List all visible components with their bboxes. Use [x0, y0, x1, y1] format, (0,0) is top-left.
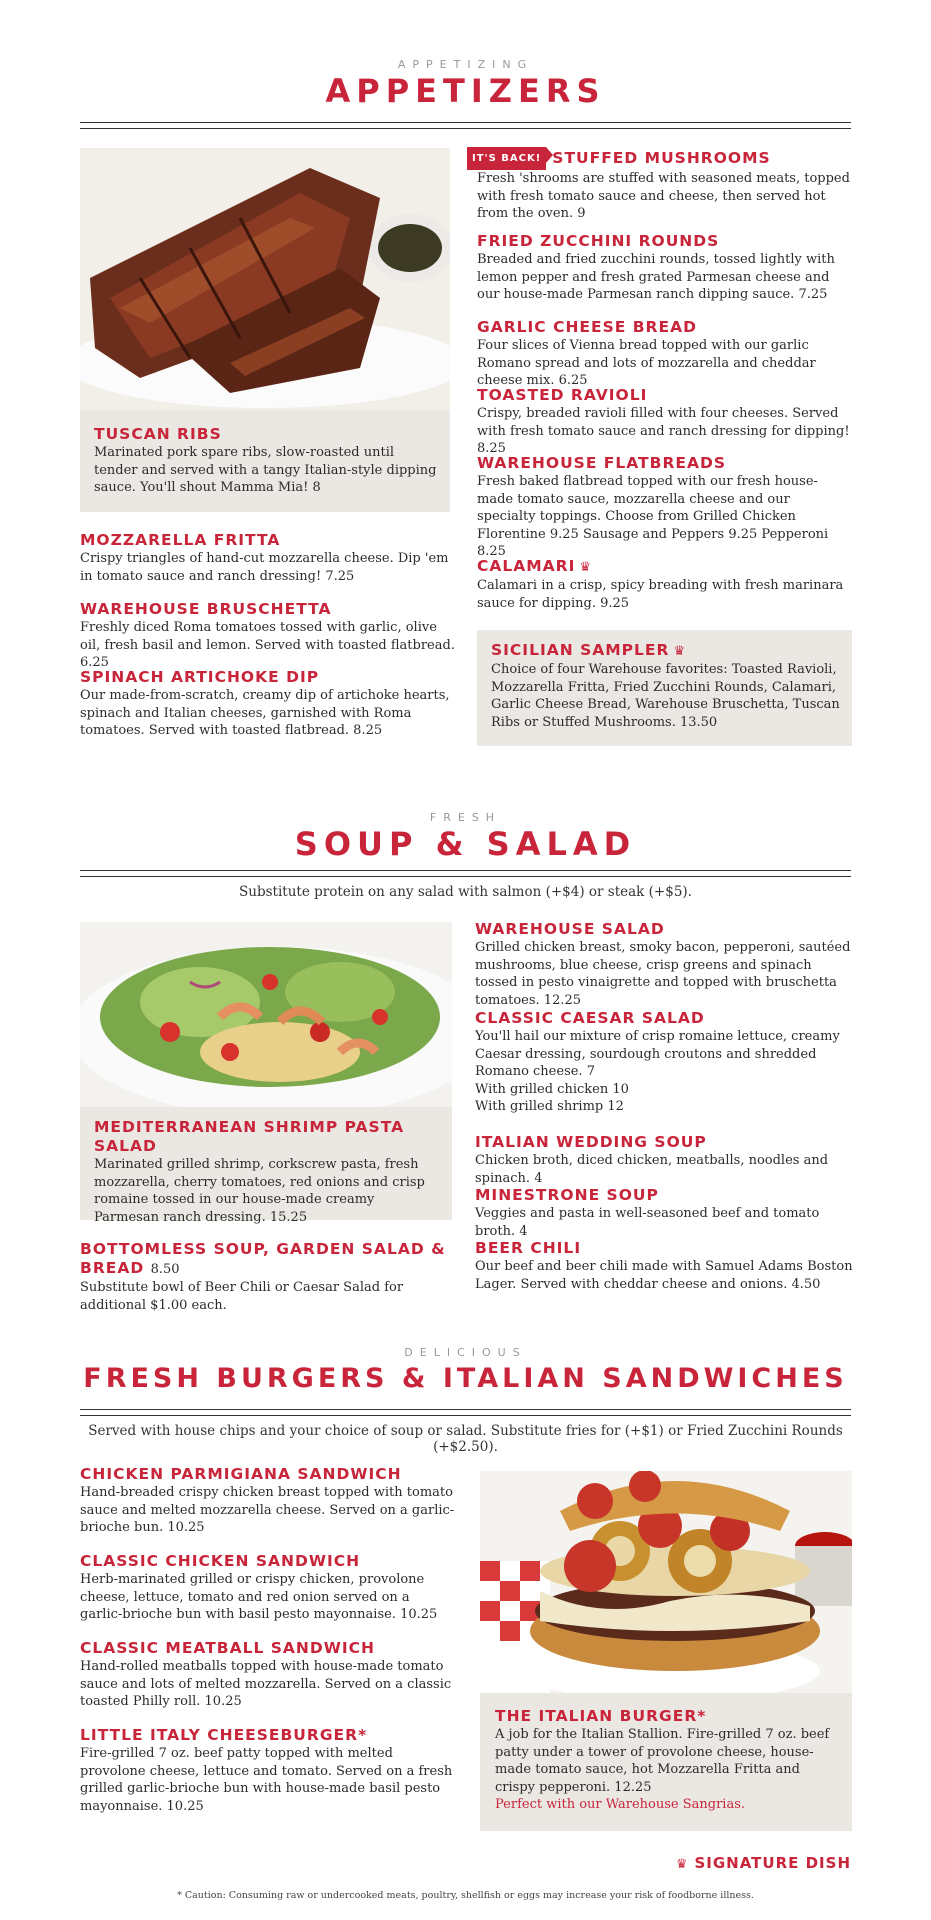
- item-desc: Calamari in a crisp, spicy breading with fresh marinara sauce for dipping. 9.25: [477, 578, 844, 611]
- item-desc: Veggies and pasta in well-seasoned beef and tomato broth. 4: [475, 1206, 820, 1239]
- soup-salad-title: SOUP & SALAD: [294, 825, 637, 863]
- item-name: MOZZARELLA FRITTA: [80, 531, 281, 549]
- mozzarella-fritta-item: [80, 531, 455, 585]
- soup-salad-divider: [80, 870, 851, 877]
- item-desc: Four slices of Vienna bread topped with our garlic Romano spread and lots of mozzarella and cheddar cheese mix. 6.25: [477, 338, 816, 388]
- soup-salad-header: [80, 811, 851, 862]
- signature-dish-legend: [672, 1854, 851, 1872]
- spinach-artichoke-dip-item: [80, 668, 455, 740]
- item-desc: You'll hail our mixture of crisp romaine lettuce, creamy Caesar dressing, sourdough croutons and shredded Romano cheese. 7: [475, 1029, 840, 1079]
- item-desc: Fire-grilled 7 oz. beef patty topped with melted provolone cheese, lettuce and tomato. Served on a fresh grilled garlic-brioche bun with house-made basil pesto mayonnaise. 10.25: [80, 1746, 453, 1814]
- item-desc: Substitute bowl of Beer Chili or Caesar Salad for additional $1.00 each.: [80, 1280, 404, 1313]
- fried-zucchini-rounds-item: [477, 232, 852, 304]
- calamari-name: CALAMARI: [477, 557, 576, 575]
- item-desc: Herb-marinated grilled or crispy chicken, provolone cheese, lettuce, tomato and red onion served on a garlic-brioche bun with basil pesto mayonnaise. 10.25: [80, 1572, 438, 1622]
- item-name: FRIED ZUCCHINI ROUNDS: [477, 232, 720, 250]
- calamari-item: [477, 557, 852, 612]
- soup-salad-eyebrow: FRESH: [429, 811, 502, 824]
- tuscan-ribs-name: TUSCAN RIBS: [94, 425, 222, 443]
- item-name: [491, 641, 841, 661]
- item-desc: Fresh 'shrooms are stuffed with seasoned meats, topped with fresh tomato sauce and cheese, then served hot from the oven. 9: [477, 171, 850, 221]
- italian-burger-photo: [480, 1471, 852, 1693]
- item-name: THE ITALIAN BURGER*: [495, 1707, 707, 1725]
- chicken-parmigiana-item: [80, 1465, 455, 1537]
- item-name: MEDITERRANEAN SHRIMP PASTA SALAD: [94, 1118, 405, 1155]
- appetizers-header: [80, 58, 851, 109]
- item-desc: Hand-breaded crispy chicken breast topped with tomato sauce and melted mozzarella cheese. Served on a garlic-brioche bun. 10.25: [80, 1485, 455, 1535]
- tuscan-ribs-desc: Marinated pork spare ribs, slow-roasted until tender and served with a tangy Italian-style dipping sauce. You'll shout Mamma Mia! 8: [94, 445, 437, 495]
- classic-chicken-sandwich-item: [80, 1552, 455, 1624]
- item-name: CLASSIC MEATBALL SANDWICH: [80, 1639, 375, 1657]
- item-desc: Marinated grilled shrimp, corkscrew pasta, fresh mozzarella, cherry tomatoes, red onions and crisp romaine tossed in our house-made creamy Parmesan ranch dressing. 15.25: [94, 1157, 425, 1225]
- item-name: CLASSIC CHICKEN SANDWICH: [80, 1552, 361, 1570]
- item-desc: Our made-from-scratch, creamy dip of artichoke hearts, spinach and Italian cheeses, garnished with Roma tomatoes. Served with toasted flatbread. 8.25: [80, 688, 450, 738]
- tuscan-ribs-photo: [80, 148, 450, 410]
- burgers-divider: [80, 1409, 851, 1416]
- item-desc: A job for the Italian Stallion. Fire-grilled 7 oz. beef patty under a tower of provolone cheese, house-made tomato sauce, hot Mozzarella Fritta and crispy pepperoni. 12.25: [495, 1727, 830, 1795]
- warehouse-flatbreads-item: [477, 454, 852, 561]
- item-name: MINESTRONE SOUP: [475, 1186, 659, 1204]
- classic-meatball-sandwich-item: [80, 1639, 455, 1711]
- toasted-ravioli-item: [477, 386, 852, 458]
- italian-burger-item: [495, 1707, 840, 1814]
- warehouse-bruschetta-item: [80, 600, 455, 672]
- item-name: WAREHOUSE FLATBREADS: [477, 454, 726, 472]
- sicilian-sampler-item: [491, 641, 841, 731]
- bottomless-price: 8.50: [150, 1262, 180, 1277]
- little-italy-cheeseburger-item: [80, 1726, 460, 1815]
- warehouse-salad-item: [475, 920, 853, 1009]
- item-desc: Fresh baked flatbread topped with our fresh house-made tomato sauce, mozzarella cheese and our specialty toppings. Choose from Grilled Chicken Florentine 9.25 Sausage and Peppers 9.25 Pepperoni 8.25: [477, 474, 829, 559]
- item-desc: Breaded and fried zucchini rounds, tossed lightly with lemon pepper and fresh grated Parmesan cheese and our house-made Parmesan ranch dipping sauce. 7.25: [477, 252, 835, 302]
- caesar-shrimp-option: With grilled shrimp 12: [475, 1099, 624, 1114]
- item-name: WAREHOUSE SALAD: [475, 920, 665, 938]
- caesar-salad-item: [475, 1009, 853, 1116]
- item-name: BEER CHILI: [475, 1239, 582, 1257]
- beer-chili-item: [475, 1239, 853, 1293]
- signature-dish-label: SIGNATURE DISH: [694, 1854, 851, 1872]
- sicilian-sampler-name: SICILIAN SAMPLER: [491, 641, 670, 659]
- burgers-header: [80, 1346, 851, 1397]
- crown-icon: ♛: [579, 560, 593, 575]
- burgers-eyebrow: DELICIOUS: [404, 1346, 527, 1359]
- stuffed-mushrooms-name: STUFFED MUSHROOMS: [552, 149, 771, 167]
- item-desc: Chicken broth, diced chicken, meatballs, noodles and spinach. 4: [475, 1153, 829, 1186]
- item-name: SPINACH ARTICHOKE DIP: [80, 668, 320, 686]
- shrimp-pasta-salad-photo: [80, 922, 452, 1107]
- caution-footnote: * Caution: Consuming raw or undercooked meats, poultry, shellfish or eggs may increase your risk of foodborne illness.: [177, 1890, 754, 1901]
- its-back-badge: IT'S BACK!: [467, 147, 546, 170]
- item-desc: Freshly diced Roma tomatoes tossed with garlic, olive oil, fresh basil and lemon. Served with toasted flatbread. 6.25: [80, 620, 455, 670]
- shrimp-pasta-salad-item: [94, 1118, 439, 1226]
- item-name: LITTLE ITALY CHEESEBURGER*: [80, 1726, 368, 1744]
- burgers-title: FRESH BURGERS & ITALIAN SANDWICHES: [83, 1363, 848, 1394]
- item-desc: Grilled chicken breast, smoky bacon, pepperoni, sautéed mushrooms, blue cheese, crisp greens and spinach tossed in pesto vinaigrette and topped with bruschetta tomatoes. 12.25: [475, 940, 851, 1008]
- appetizers-eyebrow: APPETIZING: [397, 58, 534, 71]
- italian-wedding-soup-item: [475, 1133, 853, 1187]
- crown-icon: ♛: [675, 1857, 689, 1872]
- item-name: GARLIC CHEESE BREAD: [477, 318, 697, 336]
- minestrone-soup-item: [475, 1186, 853, 1240]
- item-desc: Choice of four Warehouse favorites: Toasted Ravioli, Mozzarella Fritta, Fried Zucchini Rounds, Calamari, Garlic Cheese Bread, Warehouse Bruschetta, Tuscan Ribs or Stuffed Mushrooms. 13.50: [491, 662, 840, 730]
- garlic-cheese-bread-item: [477, 318, 852, 390]
- item-desc: Crispy, breaded ravioli filled with four cheeses. Served with fresh tomato sauce and ranch dressing for dipping! 8.25: [477, 406, 850, 456]
- crown-icon: ♛: [673, 644, 687, 659]
- item-desc: Our beef and beer chili made with Samuel Adams Boston Lager. Served with cheddar cheese and onions. 4.50: [475, 1259, 853, 1292]
- item-name: TOASTED RAVIOLI: [477, 386, 648, 404]
- item-name: CHICKEN PARMIGIANA SANDWICH: [80, 1465, 402, 1483]
- bottomless-soup-item: [80, 1240, 460, 1314]
- item-name: [467, 147, 852, 170]
- appetizers-title: APPETIZERS: [325, 72, 606, 110]
- bottomless-name: BOTTOMLESS SOUP, GARDEN SALAD & BREAD: [80, 1240, 446, 1277]
- stuffed-mushrooms-item: [467, 147, 852, 223]
- item-desc: Crispy triangles of hand-cut mozzarella cheese. Dip 'em in tomato sauce and ranch dressing! 7.25: [80, 551, 449, 584]
- soup-salad-note: Substitute protein on any salad with salmon (+$4) or steak (+$5).: [239, 884, 692, 900]
- item-name: WAREHOUSE BRUSCHETTA: [80, 600, 332, 618]
- item-name: ITALIAN WEDDING SOUP: [475, 1133, 707, 1151]
- appetizers-divider: [80, 122, 851, 129]
- burgers-note: Served with house chips and your choice of soup or salad. Substitute fries for (+$1) or Fried Zucchini Rounds (+$2.50).: [88, 1423, 843, 1455]
- sangria-pairing: Perfect with our Warehouse Sangrias.: [495, 1797, 746, 1812]
- item-name: [477, 557, 852, 577]
- tuscan-ribs-item: [94, 425, 439, 497]
- item-desc: Hand-rolled meatballs topped with house-made tomato sauce and lots of melted mozzarella. Served on a classic toasted Philly roll. 10.25: [80, 1659, 452, 1709]
- item-name: CLASSIC CAESAR SALAD: [475, 1009, 705, 1027]
- caesar-chicken-option: With grilled chicken 10: [475, 1081, 629, 1097]
- item-name: [80, 1240, 460, 1279]
